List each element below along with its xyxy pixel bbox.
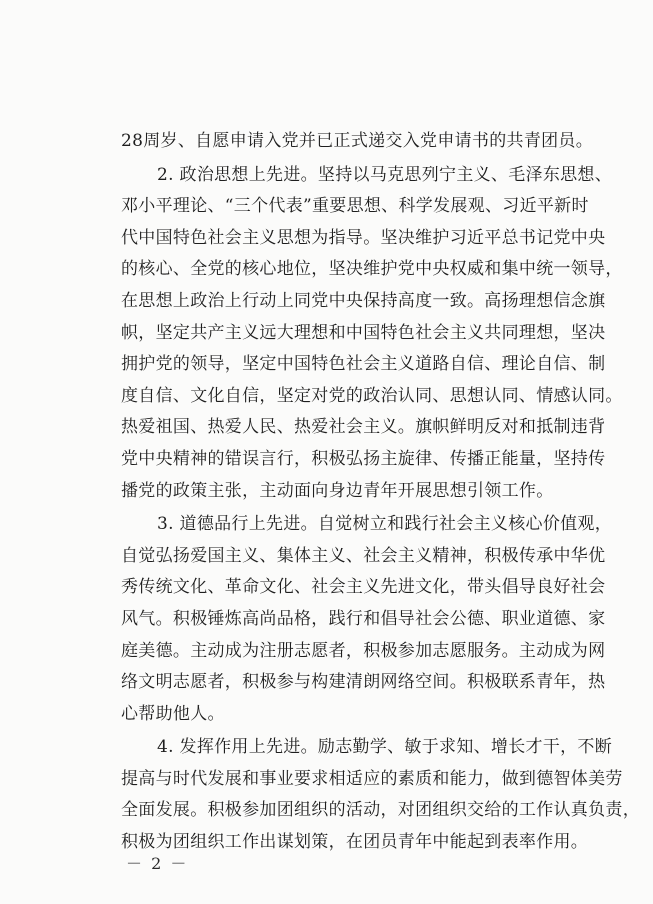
text-line: 全面发展。积极参加团组织的活动，对团组织交给的工作认真负责，: [121, 800, 640, 821]
text-line: 庭美德。主动成为注册志愿者，积极参加志愿服务。主动成为网: [121, 640, 606, 661]
paragraph-2-first-line: 2. 政治思想上先进。坚持以马克思列宁主义、毛泽东思想、: [157, 164, 613, 185]
text-line: 心帮助他人。: [121, 703, 225, 724]
text-line: 风气。积极锤炼高尚品格，践行和倡导社会公德、职业道德、家: [121, 608, 606, 629]
text-line: 度自信、文化自信，坚定对党的政治认同、思想认同、情感认同。: [121, 385, 623, 406]
text-line: 热爱祖国、热爱人民、热爱社会主义。旗帜鲜明反对和抵制违背: [121, 417, 606, 438]
text-line: 拥护党的领导，坚定中国特色社会主义道路自信、理论自信、制: [121, 354, 606, 375]
text-line: 络文明志愿者，积极参与构建清朗网络空间。积极联系青年，热: [121, 672, 606, 693]
text-line: 邓小平理论、“三个代表”重要思想、科学发展观、习近平新时: [121, 196, 589, 217]
text-line: 帜，坚定共产主义远大理想和中国特色社会主义共同理想，坚决: [121, 322, 606, 343]
text-line: 积极为团组织工作出谋划策，在团员青年中能起到表率作用。: [121, 832, 589, 853]
text-line: 播党的政策主张，主动面向身边青年开展思想引领工作。: [121, 480, 554, 501]
text-line: 28周岁、自愿申请入党并已正式递交入党申请书的共青团员。: [121, 131, 594, 151]
page-number: － 2 －: [126, 854, 189, 873]
text-line: 在思想上政治上行动上同党中央保持高度一致。高扬理想信念旗: [121, 290, 606, 311]
paragraph-3-first-line: 3. 道德品行上先进。自觉树立和践行社会主义核心价值观，: [157, 514, 613, 535]
text-line: 代中国特色社会主义思想为指导。坚决维护习近平总书记党中央: [121, 227, 606, 248]
paragraph-4-first-line: 4. 发挥作用上先进。励志勤学、敏于求知、增长才干，不断: [157, 737, 613, 758]
text-line: 的核心、全党的核心地位，坚决维护党中央权威和集中统一领导，: [121, 259, 623, 280]
text-line: 党中央精神的错误言行，积极弘扬主旋律、传播正能量，坚持传: [121, 448, 606, 469]
document-body: [121, 126, 640, 859]
text-line: 自觉弘扬爱国主义、集体主义、社会主义精神，积极传承中华优: [121, 545, 606, 566]
text-line: 提高与时代发展和事业要求相适应的素质和能力，做到德智体美劳: [121, 768, 623, 789]
text-line: 秀传统文化、革命文化、社会主义先进文化，带头倡导良好社会: [121, 577, 606, 598]
